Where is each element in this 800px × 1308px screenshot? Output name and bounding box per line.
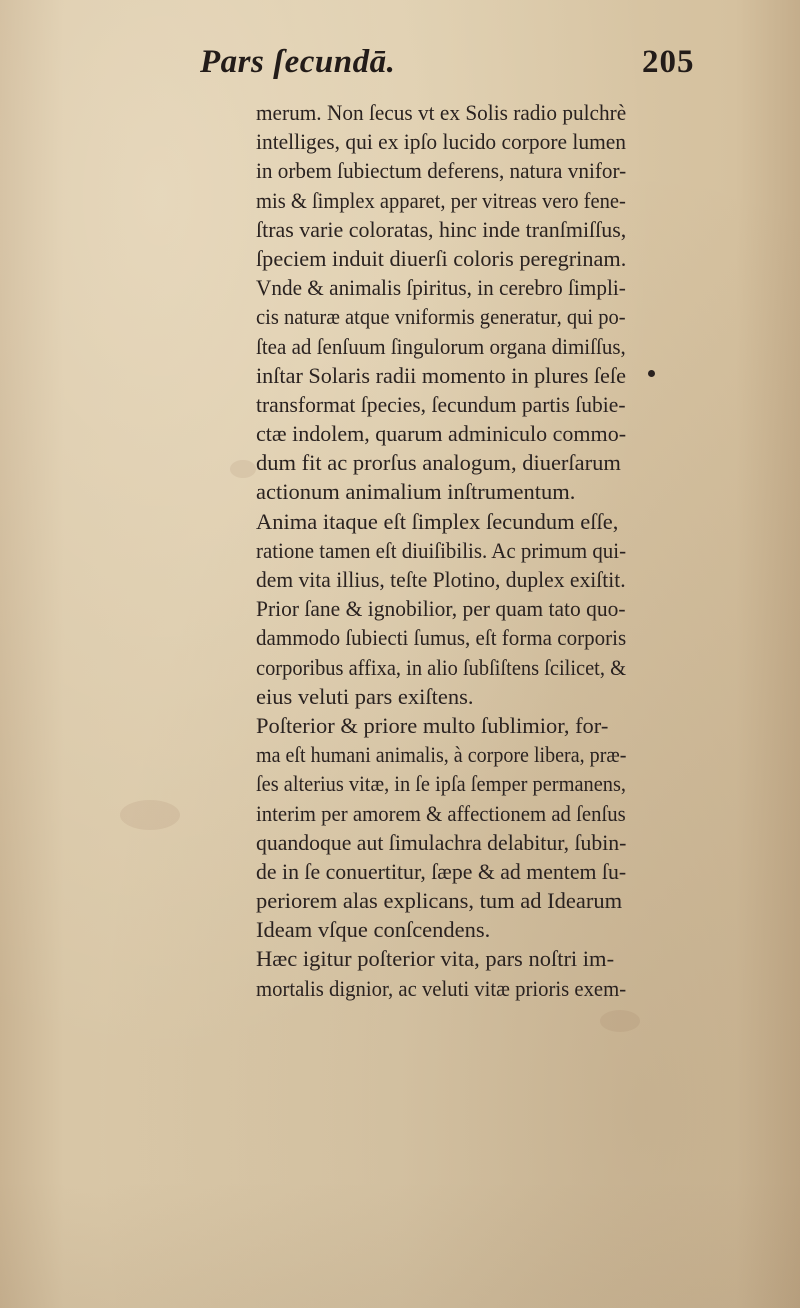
text-line: dem vita illius, teſte Plotino, duplex exiſtit.	[256, 567, 626, 592]
margin-mark	[648, 370, 655, 377]
text-line: Ideam vſque conſcendens.	[256, 917, 491, 943]
text-line: de in ſe conuertitur, ſæpe & ad mentem ſu-	[256, 858, 627, 884]
text-line: transformat ſpecies, ſecundum partis ſubie-	[256, 391, 626, 417]
text-line: Hæc igitur poſterior vita, pars noſtri im-	[256, 946, 615, 972]
text-line: in orbem ſubiectum deferens, natura vnifor-	[256, 158, 627, 184]
text-line: ratione tamen eſt diuiſibilis. Ac primum qui-	[256, 537, 627, 563]
text-line: eius veluti pars exiſtens.	[256, 683, 474, 709]
paper-stain	[600, 1010, 640, 1032]
page-shadow	[0, 1180, 800, 1308]
text-line: ſes alterius vitæ, in ſe ipſa ſemper permanens,	[256, 771, 627, 797]
text-line: corporibus affixa, in alio ſubſiſtens ſcilicet, &	[256, 654, 627, 680]
text-line: dammodo ſubiecti ſumus, eſt forma corporis	[256, 625, 627, 651]
text-line: cis naturæ atque vniformis generatur, qui po-	[256, 304, 626, 330]
text-line: dum fit ac prorſus analogum, diuerſarum	[256, 450, 621, 476]
text-line: ſtras varie coloratas, hinc inde tranſmiſſus,	[256, 216, 627, 242]
text-line: periorem alas explicans, tum ad Idearum	[256, 888, 623, 914]
text-line: actionum animalium inſtrumentum.	[256, 479, 576, 505]
paper-stain	[230, 460, 256, 478]
page-header	[0, 42, 800, 102]
text-line: ſtea ad ſenſuum ſingulorum organa dimiſſus,	[256, 333, 626, 359]
text-line: Vnde & animalis ſpiritus, in cerebro ſimpli-	[256, 275, 626, 301]
body-text	[256, 98, 626, 1003]
text-line: ctæ indolem, quarum adminiculo commo-	[256, 421, 627, 447]
text-line: intelliges, qui ex ipſo lucido corpore lumen	[256, 129, 627, 155]
text-line: merum. Non ſecus vt ex Solis radio pulchrè	[256, 100, 627, 125]
text-line: mortalis dignior, ac veluti vitæ prioris exem-	[256, 975, 627, 1001]
text-line: Poſterior & priore multo ſublimior, for-	[256, 712, 609, 738]
running-title: Pars ſecundā.	[200, 44, 396, 80]
text-line: ſpeciem induit diuerſi coloris peregrinam.	[256, 245, 627, 271]
text-line: Anima itaque eſt ſimplex ſecundum eſſe,	[256, 508, 619, 534]
text-line: interim per amorem & affectionem ad ſenſus	[256, 800, 626, 826]
paper-stain	[120, 800, 180, 830]
page-number: 205	[642, 44, 695, 80]
text-line: Prior ſane & ignobilior, per quam tato quo-	[256, 596, 626, 622]
text-line: mis & ſimplex apparet, per vitreas vero fene-	[256, 187, 626, 213]
text-line: quandoque aut ſimulachra delabitur, ſubin-	[256, 829, 627, 855]
text-line: ma eſt humani animalis, à corpore libera, præ-	[256, 742, 627, 768]
text-line: inſtar Solaris radii momento in plures ſeſe	[256, 362, 626, 388]
